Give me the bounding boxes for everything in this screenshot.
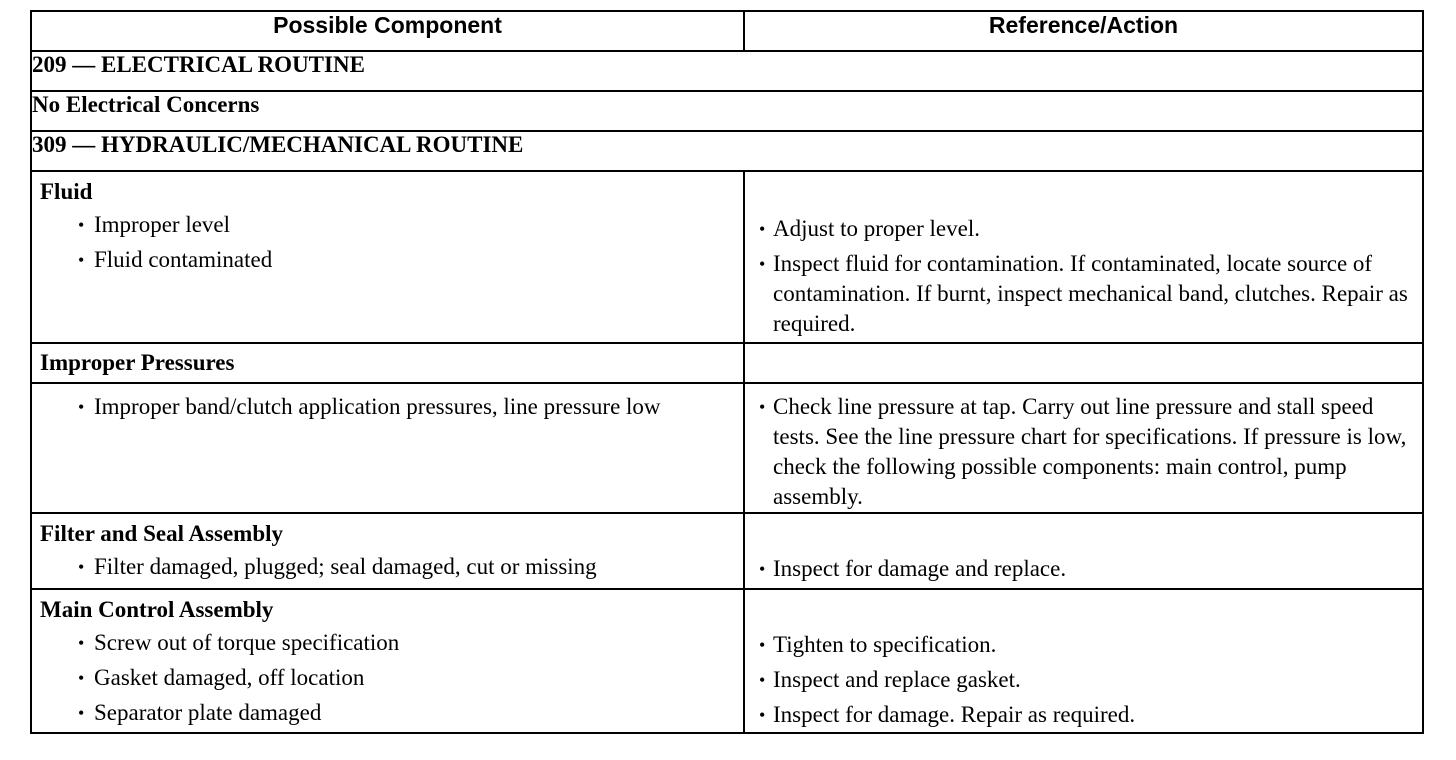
group-row-fluid <box>31 171 1423 343</box>
component-item: • Filter damaged, plugged; seal damaged, cut or missing <box>32 552 743 582</box>
bullet-icon: • <box>78 215 85 235</box>
filter-components-cell <box>31 513 744 589</box>
component-item: • Screw out of torque specification <box>32 628 743 658</box>
pressures-actions-cell <box>744 383 1423 513</box>
group-title-fluid: Fluid <box>40 179 93 204</box>
main-control-actions-cell <box>744 589 1423 733</box>
pressures-components-cell <box>31 383 744 513</box>
group-row-main-control <box>31 589 1423 733</box>
column-header-component: Possible Component <box>31 11 744 51</box>
bullet-icon: • <box>78 668 85 688</box>
bullet-icon: • <box>759 559 766 579</box>
fluid-actions-cell <box>744 171 1423 343</box>
no-electrical-concerns: No Electrical Concerns <box>31 91 1423 131</box>
action-item: • Inspect and replace gasket. <box>745 665 1422 695</box>
component-item: • Improper band/clutch application pressures, line pressure low <box>32 392 731 422</box>
component-item: • Improper level <box>32 210 743 240</box>
group-row-filter <box>31 513 1423 589</box>
bullet-icon: • <box>78 397 85 417</box>
action-item: • Inspect fluid for contamination. If contaminated, locate source of contamination. If burnt, inspect mechanical band, clutches. Repair as required. <box>759 251 1408 336</box>
bullet-icon: • <box>759 397 766 417</box>
group-row-pressures <box>31 383 1423 513</box>
component-item: • Fluid contaminated <box>32 245 743 275</box>
bullet-icon: • <box>759 670 766 690</box>
component-item: • Gasket damaged, off location <box>32 663 743 693</box>
routine-title-electrical: 209 — ELECTRICAL ROUTINE <box>31 51 1423 91</box>
main-control-components-cell <box>31 589 744 733</box>
group-title-row-pressures <box>31 343 1423 383</box>
action-item: • Inspect for damage and replace. <box>745 554 1422 584</box>
action-item: • Adjust to proper level. <box>745 214 1422 244</box>
group-title-filter: Filter and Seal Assembly <box>40 521 284 546</box>
action-item: • Inspect for damage. Repair as required. <box>745 700 1422 730</box>
action-item: • Check line pressure at tap. Carry out line pressure and stall speed tests. See the line pressure chart for specifications. If pressure is low, check the following possible components: main control, pump assembly. <box>759 394 1407 509</box>
bullet-icon: • <box>78 557 85 577</box>
routine-row-no-concerns <box>31 91 1423 131</box>
bullet-icon: • <box>78 250 85 270</box>
action-item: • Tighten to specification. <box>745 630 1422 660</box>
component-item: • Separator plate damaged <box>32 698 743 728</box>
group-title-main-control: Main Control Assembly <box>40 597 274 622</box>
bullet-icon: • <box>759 635 766 655</box>
bullet-icon: • <box>78 703 85 723</box>
diagnosis-table <box>30 10 1424 734</box>
bullet-icon: • <box>78 633 85 653</box>
pressures-title-empty-cell <box>744 343 1423 383</box>
filter-actions-cell <box>744 513 1423 589</box>
group-title-pressures: Improper Pressures <box>40 350 235 375</box>
bullet-icon: • <box>759 219 766 239</box>
fluid-components-cell <box>31 171 744 343</box>
routine-title-hydraulic: 309 — HYDRAULIC/MECHANICAL ROUTINE <box>31 131 1423 171</box>
bullet-icon: • <box>759 705 766 725</box>
header-row <box>31 11 1423 51</box>
bullet-icon: • <box>759 254 766 274</box>
pressures-title-cell <box>31 343 744 383</box>
routine-row-electrical <box>31 51 1423 91</box>
column-header-action: Reference/Action <box>744 11 1423 51</box>
routine-row-hydraulic <box>31 131 1423 171</box>
